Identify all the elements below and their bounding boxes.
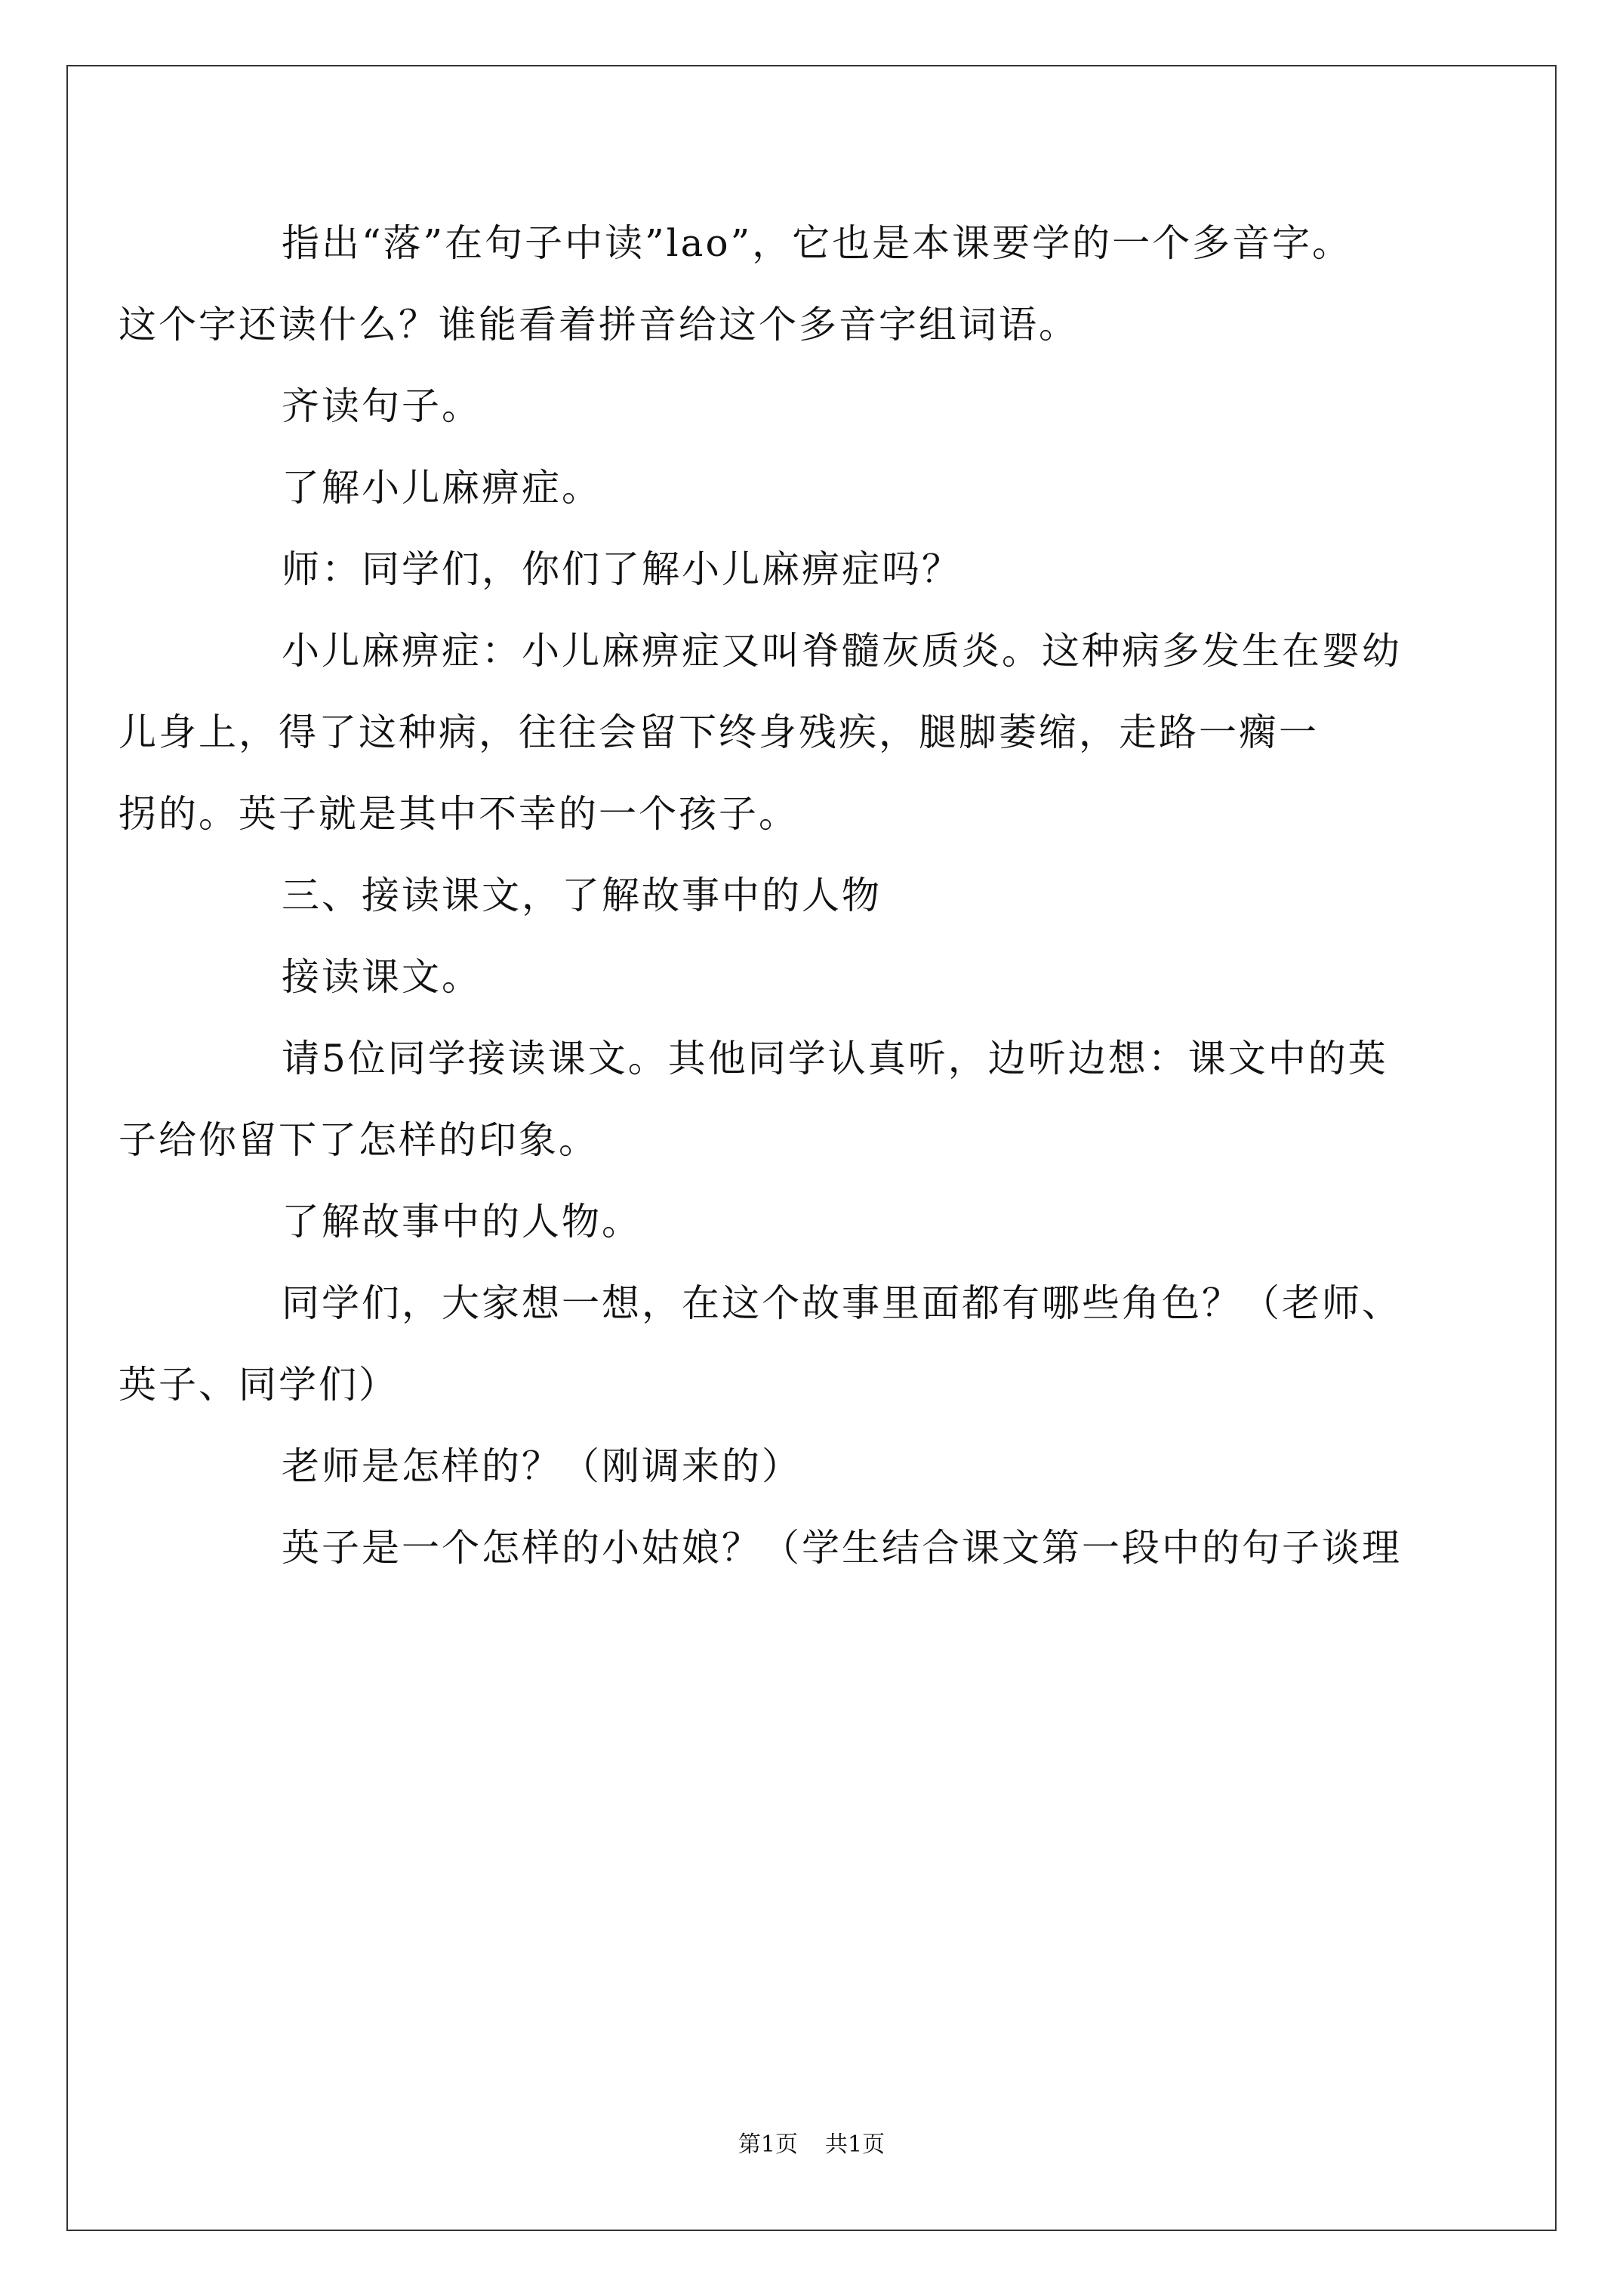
paragraph: 了解小儿麻痹症。: [282, 466, 602, 510]
paragraph-continuation: 英子、同学们）: [119, 1363, 399, 1407]
document-body: [119, 202, 1423, 1589]
paragraph: 师：同学们，你们了解小儿麻痹症吗？: [282, 547, 962, 591]
paragraph: 英子是一个怎样的小姑娘？（学生结合课文第一段中的句子谈理: [282, 1526, 1402, 1570]
paragraph: 齐读句子。: [282, 384, 482, 428]
paragraph: 了解故事中的人物。: [282, 1200, 642, 1244]
page-total-label: 共1页: [825, 2131, 885, 2158]
paragraph-continuation: 子给你留下了怎样的印象。: [119, 1118, 599, 1162]
page-number-label: 第1页: [738, 2131, 798, 2158]
paragraph: 同学们，大家想一想，在这个故事里面都有哪些角色？（老师、: [282, 1281, 1402, 1325]
paragraph: 接读课文。: [282, 955, 482, 999]
paragraph: 小儿麻痹症：小儿麻痹症又叫脊髓灰质炎。这种病多发生在婴幼: [282, 629, 1402, 673]
paragraph-continuation: 拐的。英子就是其中不幸的一个孩子。: [119, 792, 799, 836]
section-heading: 三、接读课文，了解故事中的人物: [282, 874, 882, 917]
paragraph: 老师是怎样的？（刚调来的）: [282, 1444, 802, 1488]
paragraph: 指出“落”在句子中读”lao”，它也是本课要学的一个多音字。: [282, 221, 1353, 265]
paragraph-continuation: 儿身上，得了这种病，往往会留下终身残疾，腿脚萎缩，走路一瘸一: [119, 710, 1319, 754]
paragraph-continuation: 这个字还读什么？谁能看着拼音给这个多音字组词语。: [119, 303, 1079, 347]
paragraph: 请5位同学接读课文。其他同学认真听，边听边想：课文中的英: [282, 1037, 1388, 1080]
page-footer: [0, 2125, 1623, 2159]
